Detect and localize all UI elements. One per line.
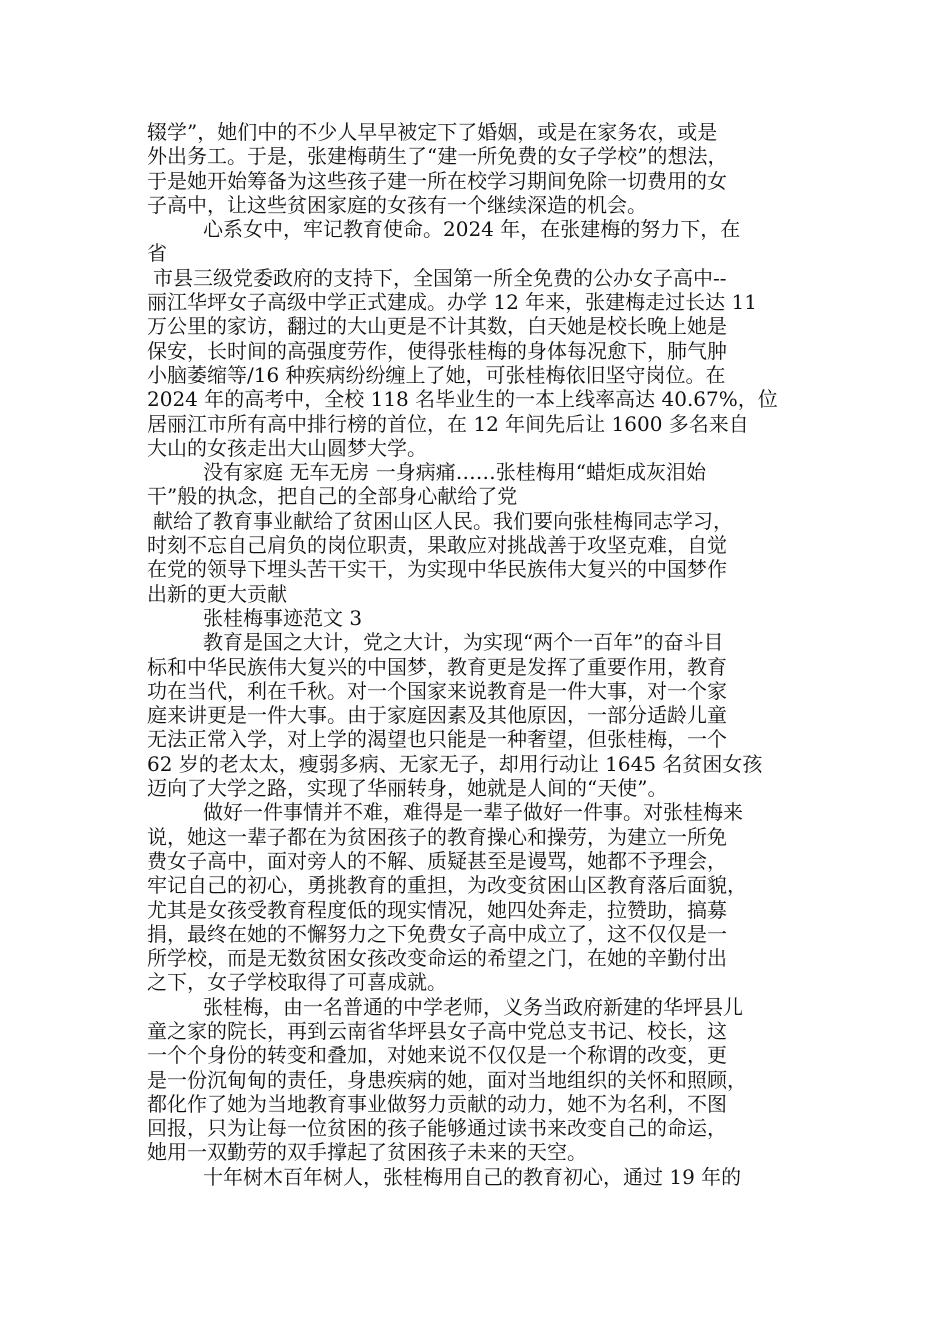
text-line: 一个个身份的转变和叠加，对她来说不仅仅是一个称谓的改变，更 (147, 1043, 727, 1068)
text-line: 出新的更大贡献 (147, 581, 287, 606)
text-line: 她用一双勤劳的双手撑起了贫困孩子未来的天空。 (147, 1140, 587, 1165)
text-line: 张桂梅，由一名普通的中学老师，义务当政府新建的华坪县儿 (203, 994, 743, 1019)
text-line: 没有家庭 无车无房 一身病痛……张桂梅用“蜡炬成灰泪始 (203, 460, 706, 485)
text-line: 居丽江市所有高中排行榜的首位，在 12 年间先后让 1600 多名来自 (147, 411, 749, 436)
text-line: 2024 年的高考中，全校 118 名毕业生的一本上线率高达 40.67%，位 (147, 387, 778, 412)
text-line: 张桂梅事迹范文 3 (203, 605, 363, 630)
text-line: 标和中华民族伟大复兴的中国梦，教育更是发挥了重要作用，教育 (147, 654, 727, 679)
text-line: 教育是国之大计，党之大计，为实现“两个一百年”的奋斗目 (203, 630, 724, 655)
text-line: 无法正常入学，对上学的渴望也只能是一种奢望，但张桂梅，一个 (147, 727, 727, 752)
text-line: 费女子高中，面对旁人的不解、质疑甚至是谩骂，她都不予理会， (147, 848, 727, 873)
text-line: 都化作了她为当地教育事业做努力贡献的动力，她不为名利，不图 (147, 1091, 727, 1116)
text-line: 于是她开始筹备为这些孩子建一所在校学习期间免除一切费用的女 (147, 168, 727, 193)
text-line: 62 岁的老太太，瘦弱多病、无家无子，却用行动让 1645 名贫困女孩 (147, 751, 763, 776)
text-line: 丽江华坪女子高级中学正式建成。办学 12 年来，张建梅走过长达 11 (147, 290, 757, 315)
text-line: 所学校，而是无数贫困女孩改变命运的希望之门，在她的辛勤付出 (147, 946, 727, 971)
text-line: 万公里的家访，翻过的大山更是不计其数，白天她是校长晚上她是 (147, 314, 727, 339)
text-line: 心系女中，牢记教育使命。2024 年，在张建梅的努力下，在 (203, 217, 741, 242)
text-line: 干”般的执念，把自己的全部身心献给了党 (147, 484, 518, 509)
text-line: 说，她这一辈子都在为贫困孩子的教育操心和操劳，为建立一所免 (147, 824, 727, 849)
text-line: 市县三级党委政府的支持下，全国第一所全免费的公办女子高中-- (153, 265, 727, 290)
text-line: 是一份沉甸甸的责任，身患疾病的她，面对当地组织的关怀和照顾， (147, 1067, 747, 1092)
text-line: 保安，长时间的高强度劳作，使得张桂梅的身体每况愈下，肺气肿 (147, 338, 727, 363)
text-line: 尤其是女孩受教育程度低的现实情况，她四处奔走，拉赞助，搞募 (147, 897, 727, 922)
document-body (147, 120, 810, 1189)
text-line: 大山的女孩走出大山圆梦大学。 (147, 435, 427, 460)
text-line: 功在当代，利在千秋。对一个国家来说教育是一件大事，对一个家 (147, 678, 727, 703)
text-line: 之下，女子学校取得了可喜成就。 (147, 970, 447, 995)
text-line: 献给了教育事业献给了贫困山区人民。我们要向张桂梅同志学习， (153, 508, 733, 533)
text-line: 省 (147, 241, 167, 266)
text-line: 时刻不忘自己肩负的岗位职责，果敢应对挑战善于攻坚克难，自觉 (147, 533, 727, 558)
text-line: 在党的领导下埋头苦干实干，为实现中华民族伟大复兴的中国梦作 (147, 557, 727, 582)
text-line: 十年树木百年树人，张桂梅用自己的教育初心，通过 19 年的 (203, 1164, 742, 1189)
text-line: 牢记自己的初心，勇挑教育的重担，为改变贫困山区教育落后面貌， (147, 873, 747, 898)
text-line: 外出务工。于是，张建梅萌生了“建一所免费的女子学校”的想法， (147, 144, 728, 169)
text-line: 子高中，让这些贫困家庭的女孩有一个继续深造的机会。 (147, 192, 647, 217)
text-line: 迈向了大学之路，实现了华丽转身，她就是人间的“天使”。 (147, 776, 668, 801)
text-line: 小脑萎缩等/16 种疾病纷纷缠上了她，可张桂梅依旧坚守岗位。在 (147, 362, 726, 387)
text-line: 童之家的院长，再到云南省华坪县女子高中党总支书记、校长，这 (147, 1018, 727, 1043)
text-line: 辍学”，她们中的不少人早早被定下了婚姻，或是在家务农，或是 (147, 120, 718, 144)
text-line: 回报，只为让每一位贫困的孩子能够通过读书来改变自己的命运， (147, 1116, 727, 1141)
text-line: 庭来讲更是一件大事。由于家庭因素及其他原因，一部分适龄儿童 (147, 703, 727, 728)
text-line: 捐，最终在她的不懈努力之下免费女子高中成立了，这不仅仅是一 (147, 921, 727, 946)
text-line: 做好一件事情并不难，难得是一辈子做好一件事。对张桂梅来 (203, 800, 743, 825)
